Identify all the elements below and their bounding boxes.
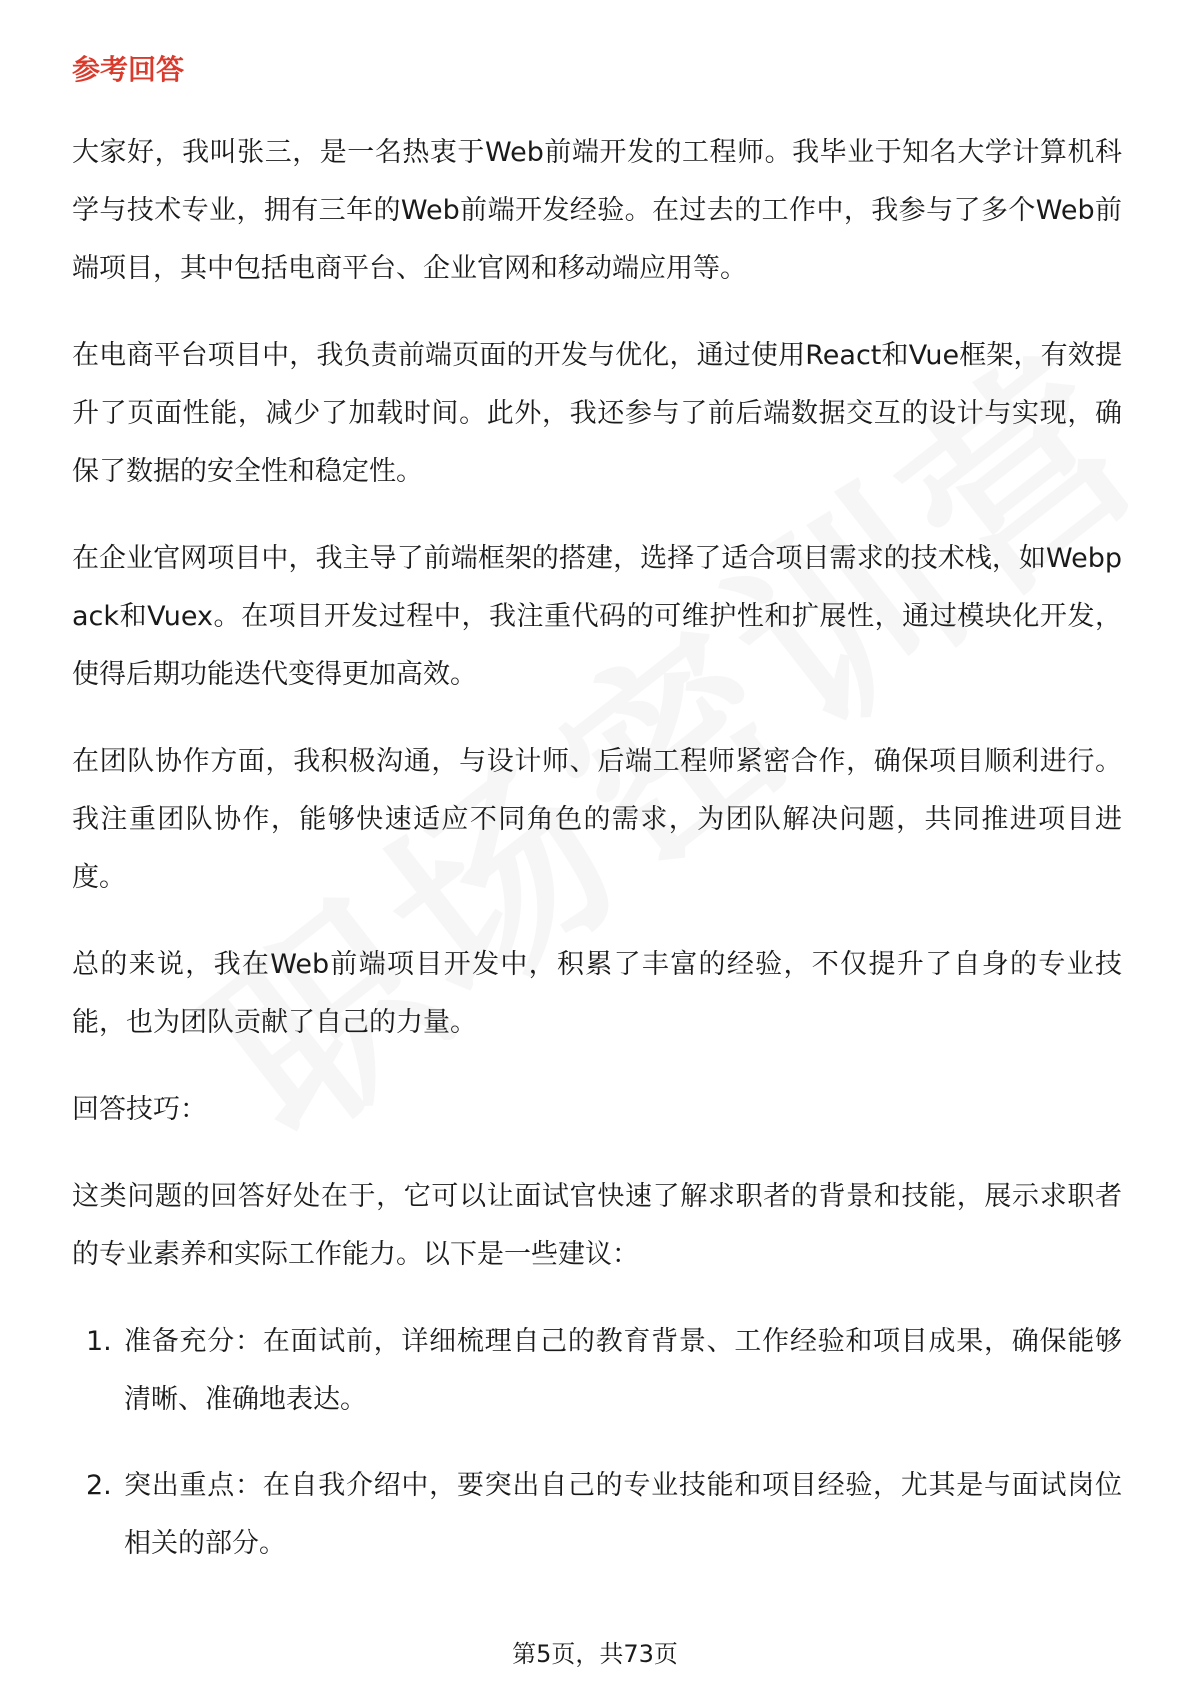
list-item-number: 1. [86, 1326, 112, 1357]
document-content [72, 50, 1122, 1601]
list-item [72, 1457, 1122, 1573]
paragraph-ecommerce: 在电商平台项目中，我负责前端页面的开发与优化，通过使用React和Vue框架，有效提升了页面性能，减少了加载时间。此外，我还参与了前后端数据交互的设计与实现，确保了数据的安全性和稳定性。 [72, 340, 1122, 487]
paragraph-corporate-site: 在企业官网项目中，我主导了前端框架的搭建，选择了适合项目需求的技术栈，如Webpack和Vuex。在项目开发过程中，我注重代码的可维护性和扩展性，通过模块化开发，使得后期功能迭代变得更加高效。 [72, 543, 1122, 690]
page-footer: 第5页，共73页 [512, 1640, 678, 1668]
paragraph-summary: 总的来说，我在Web前端项目开发中，积累了丰富的经验，不仅提升了自身的专业技能，也为团队贡献了自己的力量。 [72, 949, 1122, 1038]
paragraph-intro: 大家好，我叫张三，是一名热衷于Web前端开发的工程师。我毕业于知名大学计算机科学与技术专业，拥有三年的Web前端开发经验。在过去的工作中，我参与了多个Web前端项目，其中包括电商平台、企业官网和移动端应用等。 [72, 137, 1122, 284]
list-item-number: 2. [86, 1470, 112, 1501]
paragraph-teamwork: 在团队协作方面，我积极沟通，与设计师、后端工程师紧密合作，确保项目顺利进行。我注重团队协作，能够快速适应不同角色的需求，为团队解决问题，共同推进项目进度。 [72, 746, 1122, 893]
list-item-text: 准备充分：在面试前，详细梳理自己的教育背景、工作经验和项目成果，确保能够清晰、准确地表达。 [124, 1326, 1122, 1415]
list-item-text: 突出重点：在自我介绍中，要突出自己的专业技能和项目经验，尤其是与面试岗位相关的部分。 [124, 1470, 1122, 1559]
section-title: 参考回答 [72, 53, 185, 86]
tips-heading: 回答技巧： [72, 1094, 207, 1125]
paragraph-tips-intro: 这类问题的回答好处在于，它可以让面试官快速了解求职者的背景和技能，展示求职者的专业素养和实际工作能力。以下是一些建议： [72, 1181, 1122, 1270]
tips-list [72, 1313, 1122, 1573]
list-item [72, 1313, 1122, 1429]
